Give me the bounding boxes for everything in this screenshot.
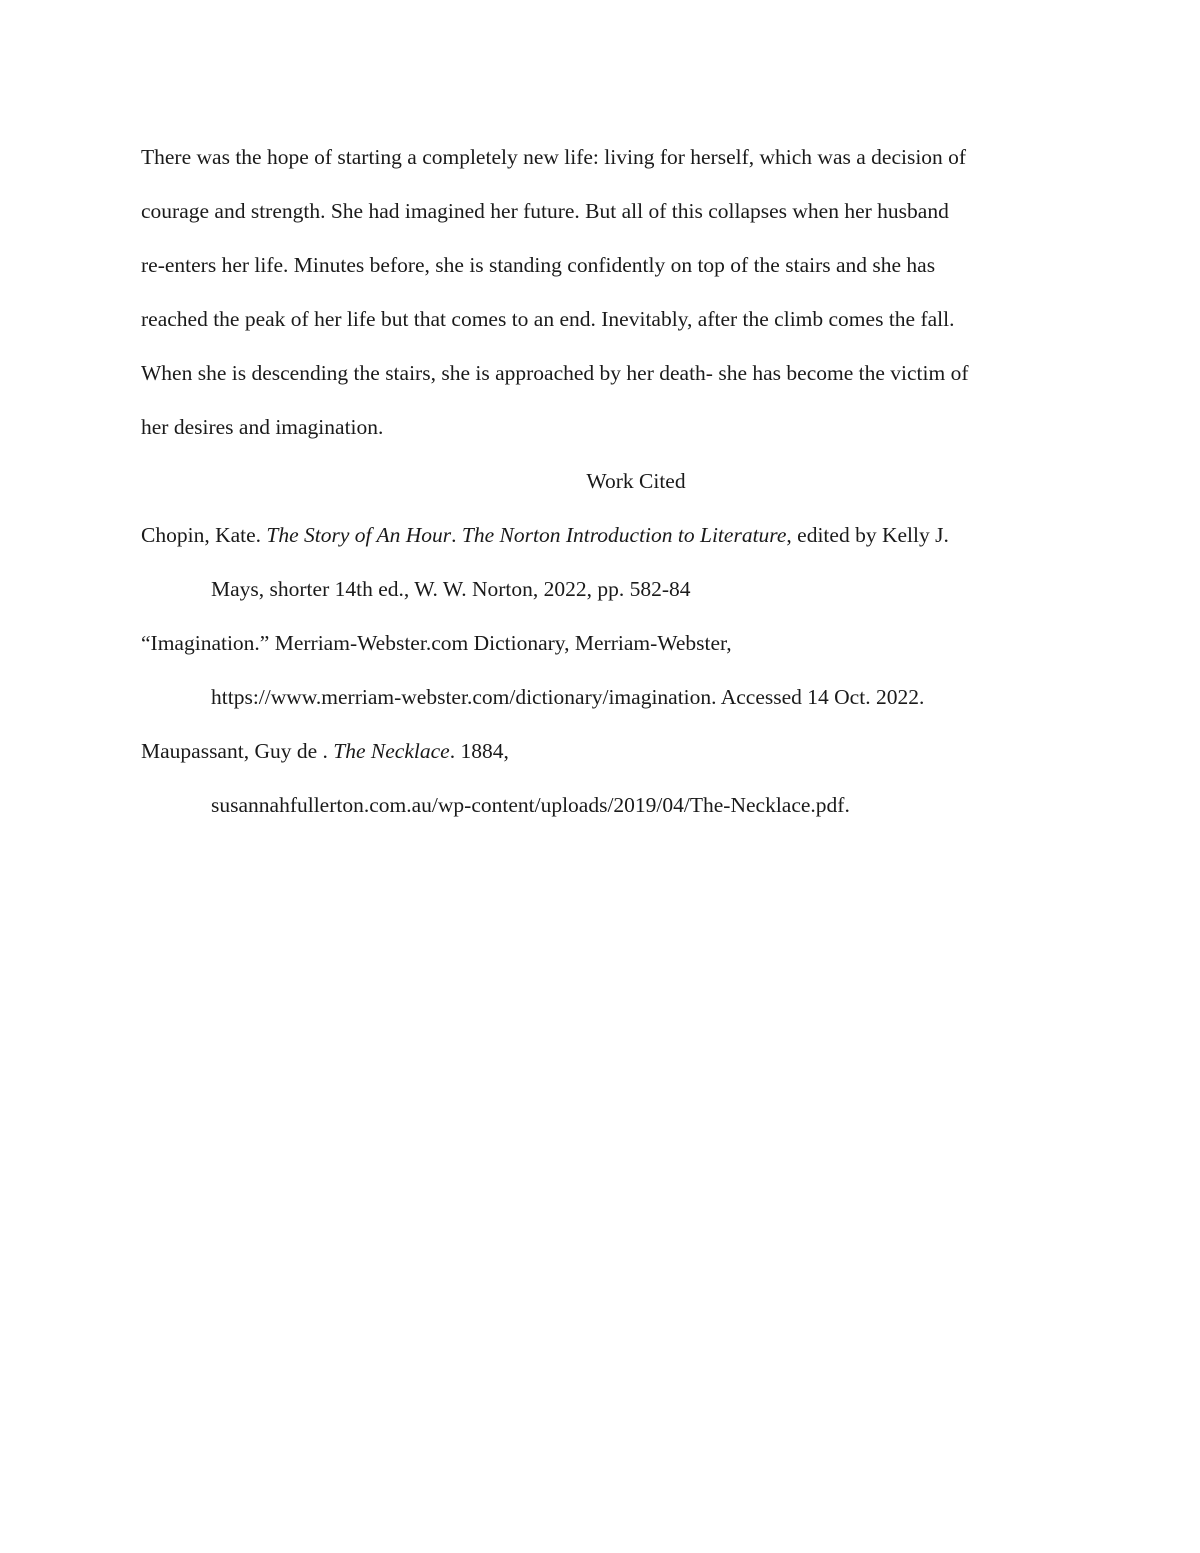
paragraph-line: her desires and imagination.: [141, 415, 384, 439]
citation-author: Maupassant, Guy de .: [141, 739, 334, 763]
citation-year: . 1884,: [449, 739, 509, 763]
citation-line: [141, 724, 1061, 778]
citation-url: susannahfullerton.com.au/wp-content/uploads/2019/04/The-Necklace.pdf.: [211, 793, 850, 817]
paragraph-line: There was the hope of starting a completely new life: living for herself, which was a decision of: [141, 145, 967, 169]
body-paragraph: [141, 130, 1061, 454]
citation-line: [141, 508, 1061, 562]
paragraph-line: re-enters her life. Minutes before, she is standing confidently on top of the stairs and she has: [141, 253, 936, 277]
citation-merriam-webster: [141, 616, 1061, 724]
citation-continuation: Mays, shorter 14th ed., W. W. Norton, 2022, pp. 582-84: [211, 577, 691, 601]
citation-chopin: [141, 508, 1061, 616]
citation-container-title: The Norton Introduction to Literature: [461, 523, 787, 547]
paragraph-line: reached the peak of her life but that comes to an end. Inevitably, after the climb comes the fall.: [141, 307, 955, 331]
citation-url: https://www.merriam-webster.com/dictionary/imagination. Accessed 14 Oct. 2022.: [211, 685, 925, 709]
citation-author: Chopin, Kate.: [141, 523, 267, 547]
citation-editor: , edited by Kelly J.: [786, 523, 949, 547]
citation-title: The Necklace: [333, 739, 450, 763]
citation-maupassant: [141, 724, 1061, 832]
citation-separator: .: [451, 523, 462, 547]
citation-line: “Imagination.” Merriam-Webster.com Dictionary, Merriam-Webster,: [141, 631, 732, 655]
citation-title: The Story of An Hour: [266, 523, 452, 547]
works-cited-heading: Work Cited: [586, 469, 686, 493]
paragraph-line: When she is descending the stairs, she is approached by her death- she has become the victim of: [141, 361, 969, 385]
page-content: [141, 130, 1061, 832]
paragraph-line: courage and strength. She had imagined her future. But all of this collapses when her husband: [141, 199, 949, 223]
